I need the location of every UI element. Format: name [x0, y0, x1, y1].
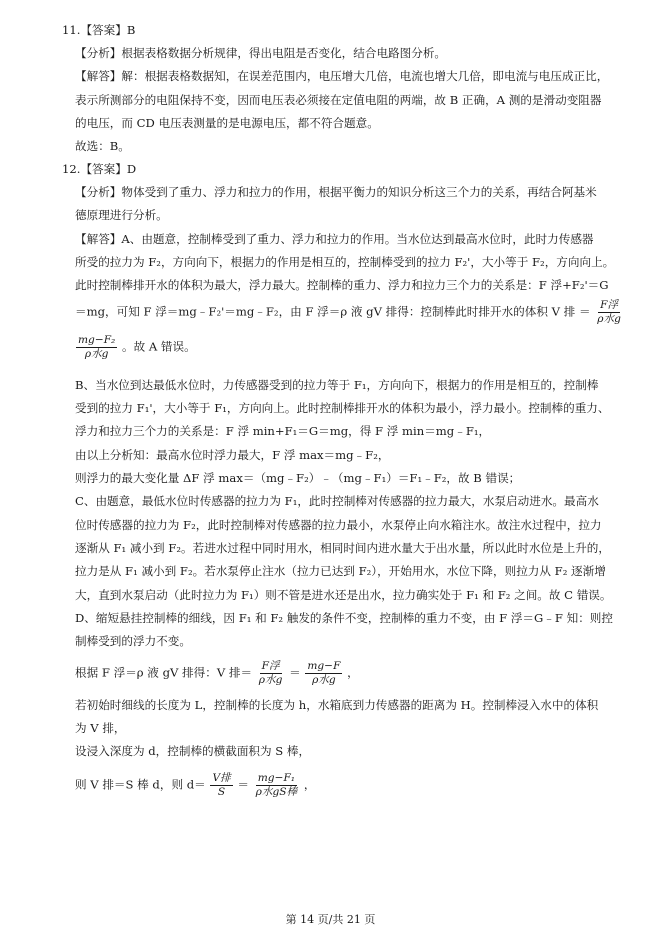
q12-d-line-1: D、缩短悬挂控制棒的细线，因 F₁ 和 F₂ 触发的条件不变，控制棒的重力不变，由 F 浮＝G﹣F 知：则控 — [75, 611, 613, 625]
fraction-numerator: mg−F — [307, 660, 341, 672]
q12-d-line-6: 设浸入深度为 d，控制棒的横截面积为 S 棒， — [75, 744, 311, 758]
q12-d-line-4: 若初始时细线的长度为 L，控制棒的长度为 h，水箱底到力传感器的距离为 H。控制棒浸入水中的体积 — [75, 698, 599, 712]
q12-c-line-2: 位时传感器的拉力为 F₂，此时控制棒对传感器的拉力最小，水泵停止向水箱注水。故注水过程中，拉力 — [75, 518, 602, 532]
fraction-depth — [254, 772, 299, 799]
q11-solution-line-3: 的电压，而 CD 电压表测量的是电源电压，都不符合题意。 — [75, 116, 379, 130]
fraction-v-over-s — [210, 772, 232, 799]
equals-sign: ＝ — [289, 665, 301, 680]
q12-d-line-7-text: 则 V 排＝S 棒 d，则 d＝ — [75, 777, 206, 792]
q12-c-line-1: C、由题意，最低水位时传感器的拉力为 F₁，此时控制棒对传感器的拉力最大，水泵启动进水。最高水 — [75, 494, 599, 508]
q11-solution-line-2: 表示所测部分的电阻保持不变，因而电压表必须接在定值电阻的两端，故 B 正确，A 测的是滑动变阻器 — [75, 93, 602, 107]
q12-b-line-1: B、当水位到达最低水位时，力传感器受到的拉力等于 F₁，方向向下，根据力的作用是相互的，控制棒 — [75, 378, 599, 392]
fraction-f-buoyancy — [257, 660, 285, 687]
q12-analysis-line-1: 【分析】物体受到了重力、浮力和拉力的作用，根据平衡力的知识分析这三个力的关系，再结合阿基米 — [75, 185, 597, 199]
q12-a-line-2: 所受的拉力为 F₂，方向向下，根据力的作用是相互的，控制棒受到的拉力 F₂'，大小等于 F₂，方向向上。 — [75, 255, 615, 269]
q12-c-line-4: 拉力是从 F₁ 减小到 F₂。若水泵停止注水（拉力已达到 F₂），开始用水，水位下降，则拉力从 F₂ 逐渐增 — [75, 564, 606, 578]
q11-conclusion: 故选：B。 — [75, 139, 130, 153]
q12-b-line-4: 由以上分析知：最高水位时浮力最大，F 浮 max＝mg﹣F₂， — [75, 448, 390, 462]
comma: ， — [303, 777, 316, 792]
q12-d-line-3 — [75, 660, 359, 687]
q12-c-line-5: 大，直到水泵启动（此时拉力为 F₁）则不管是进水还是出水，拉力确实处于 F₁ 和 F₂ 之间。故 C 错误。 — [75, 588, 612, 602]
q12-b-line-3: 浮力和拉力三个力的关系是：F 浮 min+F₁＝G＝mg，得 F 浮 min＝mg﹣F₁， — [75, 424, 491, 438]
fraction-denominator: ρ水gS棒 — [255, 786, 298, 798]
fraction-numerator: mg−F₂ — [78, 334, 116, 346]
fraction-numerator: mg−F₁ — [257, 772, 296, 784]
q12-a-line-1: 【解答】A、由题意，控制棒受到了重力、浮力和拉力的作用。当水位达到最高水位时，此时力传感器 — [75, 232, 594, 246]
fraction-denominator: ρ水g — [312, 674, 336, 686]
q12-d-line-2: 制棒受到的浮力不变。 — [75, 634, 191, 648]
q12-d-line-3-text: 根据 F 浮＝ρ 液 gV 排得：V 排＝ — [75, 665, 253, 680]
q12-c-line-3: 逐渐从 F₁ 减小到 F₂。若进水过程中同时用水，相同时间内进水量大于出水量，所以此时水位是上升的， — [75, 541, 610, 555]
fraction-denominator: ρ水g — [84, 348, 109, 360]
q12-d-line-7 — [75, 772, 315, 799]
q12-analysis-line-2: 德原理进行分析。 — [75, 208, 168, 222]
q12-a-line-4 — [75, 299, 624, 326]
fraction-denominator: ρ水g — [597, 313, 621, 325]
q11-solution-line-1: 【解答】解：根据表格数据知，在误差范围内，电压增大几倍，电流也增大几倍，即电流与电压成正比， — [75, 69, 609, 83]
fraction-numerator: F浮 — [261, 660, 280, 672]
q11-answer: 11.【答案】B — [62, 23, 136, 37]
fraction-v-displaced — [595, 299, 623, 326]
q12-b-line-5: 则浮力的最大变化量 ΔF 浮 max＝（mg﹣F₂）﹣（mg﹣F₁）＝F₁﹣F₂，故 B 错误； — [75, 471, 521, 485]
q11-analysis: 【分析】根据表格数据分析规律，得出电阻是否变化，结合电路图分析。 — [75, 46, 447, 60]
fraction-mg-minus-f2 — [76, 334, 117, 361]
q12-d-line-5: 为 V 排， — [75, 721, 126, 735]
q12-a-conclusion: 。故 A 错误。 — [122, 339, 196, 354]
q12-b-line-2: 受到的拉力 F₁'，大小等于 F₁，方向向上。此时控制棒排开水的体积为最小，浮力最小。控制棒的重力、 — [75, 401, 610, 415]
fraction-denominator: S — [217, 786, 226, 798]
q12-a-line-4-text: ＝mg，可知 F 浮＝mg﹣F₂'＝mg﹣F₂，由 F 浮＝ρ 液 gV 排得：控制棒此时排开水的体积 V 排 ＝ — [75, 304, 591, 319]
q12-a-line-5 — [75, 334, 196, 361]
comma: ， — [347, 665, 359, 680]
page-footer: 第 14 页/共 21 页 — [285, 913, 376, 926]
fraction-denominator: ρ水g — [258, 674, 283, 686]
fraction-mg-minus-f — [305, 660, 342, 687]
equals-sign: ＝ — [237, 777, 249, 792]
q12-answer: 12.【答案】D — [62, 162, 137, 176]
fraction-numerator: F浮 — [600, 299, 619, 311]
fraction-numerator: V排 — [212, 772, 231, 784]
q12-a-line-3: 此时控制棒排开水的体积为最大，浮力最大。控制棒的重力、浮力和拉力三个力的关系是：F 浮+F₂'＝G — [75, 278, 609, 292]
